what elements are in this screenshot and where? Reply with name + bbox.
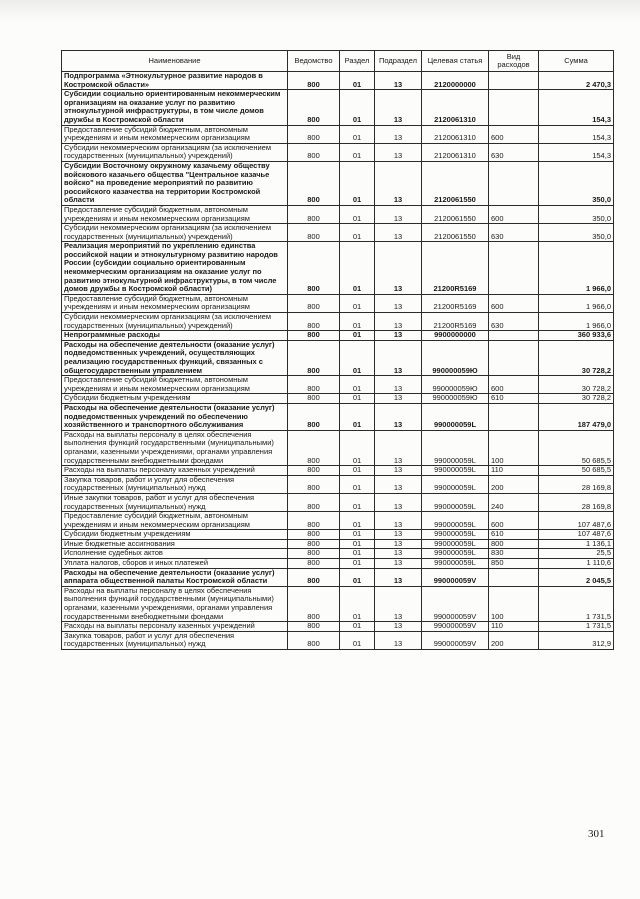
cell-summa: 1 966,0 bbox=[539, 313, 614, 331]
cell-ved: 800 bbox=[288, 376, 340, 394]
cell-ved: 800 bbox=[288, 539, 340, 549]
cell-summa: 312,9 bbox=[539, 631, 614, 649]
cell-name: Предоставление субсидий бюджетным, автономным учреждениям и иным некоммерческим организациям bbox=[62, 376, 288, 394]
cell-podrazdel: 13 bbox=[375, 512, 422, 530]
table-row bbox=[62, 376, 614, 394]
cell-ved: 800 bbox=[288, 622, 340, 632]
table-row bbox=[62, 586, 614, 621]
cell-razdel: 01 bbox=[340, 331, 375, 341]
cell-summa: 50 685,5 bbox=[539, 466, 614, 476]
cell-podrazdel: 13 bbox=[375, 90, 422, 125]
cell-podrazdel: 13 bbox=[375, 394, 422, 404]
cell-podrazdel: 13 bbox=[375, 622, 422, 632]
cell-celevaya: 990000059V bbox=[422, 631, 489, 649]
cell-vid: 830 bbox=[489, 549, 539, 559]
cell-name: Предоставление субсидий бюджетным, автономным учреждениям и иным некоммерческим организациям bbox=[62, 125, 288, 143]
table-row bbox=[62, 568, 614, 586]
cell-name: Иные бюджетные ассигнования bbox=[62, 539, 288, 549]
cell-podrazdel: 13 bbox=[375, 313, 422, 331]
cell-celevaya: 2120061550 bbox=[422, 205, 489, 223]
cell-vid: 850 bbox=[489, 559, 539, 569]
cell-podrazdel: 13 bbox=[375, 493, 422, 511]
cell-name: Подпрограмма «Этнокультурное развитие народов в Костромской области» bbox=[62, 72, 288, 90]
cell-name: Расходы на выплаты персоналу в целях обеспечения выполнения функций государственными (муниципальными) органами, казенными учреждениями, органами управления государственными внебюджетными фондами bbox=[62, 586, 288, 621]
cell-summa: 350,0 bbox=[539, 224, 614, 242]
cell-podrazdel: 13 bbox=[375, 331, 422, 341]
cell-name: Расходы на обеспечение деятельности (оказание услуг) подведомственных учреждений, осуществляющих реализацию государственных функций, связанных с общегосударственным управлением bbox=[62, 340, 288, 375]
cell-celevaya: 990000059L bbox=[422, 475, 489, 493]
cell-vid bbox=[489, 568, 539, 586]
cell-podrazdel: 13 bbox=[375, 72, 422, 90]
cell-vid bbox=[489, 242, 539, 295]
cell-podrazdel: 13 bbox=[375, 549, 422, 559]
table-row bbox=[62, 72, 614, 90]
cell-razdel: 01 bbox=[340, 475, 375, 493]
cell-name: Уплата налогов, сборов и иных платежей bbox=[62, 559, 288, 569]
cell-vid bbox=[489, 161, 539, 205]
table-row bbox=[62, 403, 614, 430]
cell-razdel: 01 bbox=[340, 90, 375, 125]
header-razdel: Раздел bbox=[340, 51, 375, 72]
cell-podrazdel: 13 bbox=[375, 376, 422, 394]
cell-vid: 240 bbox=[489, 493, 539, 511]
cell-summa: 30 728,2 bbox=[539, 394, 614, 404]
cell-name: Иные закупки товаров, работ и услуг для обеспечения государственных (муниципальных) нужд bbox=[62, 493, 288, 511]
cell-ved: 800 bbox=[288, 466, 340, 476]
cell-podrazdel: 13 bbox=[375, 559, 422, 569]
header-celevaya: Целевая статья bbox=[422, 51, 489, 72]
cell-summa: 50 685,5 bbox=[539, 430, 614, 465]
cell-name: Субсидии бюджетным учреждениям bbox=[62, 530, 288, 540]
header-name: Наименование bbox=[62, 51, 288, 72]
cell-summa: 350,0 bbox=[539, 161, 614, 205]
cell-celevaya: 990000059L bbox=[422, 549, 489, 559]
cell-summa: 1 136,1 bbox=[539, 539, 614, 549]
cell-razdel: 01 bbox=[340, 430, 375, 465]
cell-summa: 1 966,0 bbox=[539, 294, 614, 312]
table-row bbox=[62, 143, 614, 161]
cell-podrazdel: 13 bbox=[375, 530, 422, 540]
table-row bbox=[62, 205, 614, 223]
table-row bbox=[62, 530, 614, 540]
cell-razdel: 01 bbox=[340, 586, 375, 621]
cell-name: Закупка товаров, работ и услуг для обеспечения государственных (муниципальных) нужд bbox=[62, 475, 288, 493]
cell-summa: 2 045,5 bbox=[539, 568, 614, 586]
cell-name: Непрограммные расходы bbox=[62, 331, 288, 341]
table-row bbox=[62, 512, 614, 530]
cell-celevaya: 990000059L bbox=[422, 539, 489, 549]
cell-ved: 800 bbox=[288, 530, 340, 540]
header-summa: Сумма bbox=[539, 51, 614, 72]
cell-name: Расходы на обеспечение деятельности (оказание услуг) аппарата общественной палаты Костромской области bbox=[62, 568, 288, 586]
cell-vid: 630 bbox=[489, 143, 539, 161]
cell-vid: 630 bbox=[489, 313, 539, 331]
cell-summa: 360 933,6 bbox=[539, 331, 614, 341]
cell-razdel: 01 bbox=[340, 294, 375, 312]
cell-celevaya: 990000059L bbox=[422, 466, 489, 476]
cell-summa: 187 479,0 bbox=[539, 403, 614, 430]
cell-ved: 800 bbox=[288, 403, 340, 430]
cell-name: Расходы на выплаты персоналу казенных учреждений bbox=[62, 466, 288, 476]
table-row bbox=[62, 493, 614, 511]
cell-podrazdel: 13 bbox=[375, 294, 422, 312]
cell-podrazdel: 13 bbox=[375, 475, 422, 493]
cell-vid: 200 bbox=[489, 631, 539, 649]
cell-podrazdel: 13 bbox=[375, 205, 422, 223]
cell-razdel: 01 bbox=[340, 376, 375, 394]
cell-razdel: 01 bbox=[340, 466, 375, 476]
cell-celevaya: 990000059V bbox=[422, 622, 489, 632]
cell-vid bbox=[489, 331, 539, 341]
cell-summa: 1 731,5 bbox=[539, 586, 614, 621]
cell-summa: 30 728,2 bbox=[539, 376, 614, 394]
cell-vid: 600 bbox=[489, 294, 539, 312]
cell-podrazdel: 13 bbox=[375, 340, 422, 375]
cell-name: Предоставление субсидий бюджетным, автономным учреждениям и иным некоммерческим организациям bbox=[62, 512, 288, 530]
cell-razdel: 01 bbox=[340, 125, 375, 143]
cell-celevaya: 990000059V bbox=[422, 568, 489, 586]
cell-razdel: 01 bbox=[340, 549, 375, 559]
cell-vid bbox=[489, 340, 539, 375]
cell-name: Расходы на выплаты персоналу казенных учреждений bbox=[62, 622, 288, 632]
table-row bbox=[62, 294, 614, 312]
cell-celevaya: 990000059Ю bbox=[422, 376, 489, 394]
cell-ved: 800 bbox=[288, 586, 340, 621]
cell-podrazdel: 13 bbox=[375, 631, 422, 649]
cell-ved: 800 bbox=[288, 475, 340, 493]
cell-podrazdel: 13 bbox=[375, 466, 422, 476]
cell-razdel: 01 bbox=[340, 403, 375, 430]
cell-summa: 154,3 bbox=[539, 125, 614, 143]
cell-celevaya: 990000059L bbox=[422, 430, 489, 465]
cell-ved: 800 bbox=[288, 294, 340, 312]
cell-podrazdel: 13 bbox=[375, 586, 422, 621]
cell-razdel: 01 bbox=[340, 539, 375, 549]
cell-celevaya: 2120000000 bbox=[422, 72, 489, 90]
cell-podrazdel: 13 bbox=[375, 125, 422, 143]
cell-vid: 610 bbox=[489, 394, 539, 404]
cell-razdel: 01 bbox=[340, 143, 375, 161]
cell-ved: 800 bbox=[288, 205, 340, 223]
cell-razdel: 01 bbox=[340, 394, 375, 404]
cell-ved: 800 bbox=[288, 340, 340, 375]
cell-razdel: 01 bbox=[340, 205, 375, 223]
cell-razdel: 01 bbox=[340, 313, 375, 331]
cell-ved: 800 bbox=[288, 394, 340, 404]
cell-ved: 800 bbox=[288, 125, 340, 143]
cell-summa: 28 169,8 bbox=[539, 493, 614, 511]
page-number: 301 bbox=[588, 828, 605, 840]
cell-ved: 800 bbox=[288, 430, 340, 465]
cell-vid: 600 bbox=[489, 205, 539, 223]
cell-podrazdel: 13 bbox=[375, 161, 422, 205]
cell-celevaya: 2120061310 bbox=[422, 125, 489, 143]
cell-summa: 1 731,5 bbox=[539, 622, 614, 632]
cell-ved: 800 bbox=[288, 224, 340, 242]
cell-ved: 800 bbox=[288, 242, 340, 295]
cell-name: Предоставление субсидий бюджетным, автономным учреждениям и иным некоммерческим организациям bbox=[62, 294, 288, 312]
cell-razdel: 01 bbox=[340, 340, 375, 375]
table-row bbox=[62, 394, 614, 404]
cell-ved: 800 bbox=[288, 631, 340, 649]
table-row bbox=[62, 631, 614, 649]
cell-celevaya: 21200R5169 bbox=[422, 294, 489, 312]
cell-razdel: 01 bbox=[340, 512, 375, 530]
table-row bbox=[62, 622, 614, 632]
cell-ved: 800 bbox=[288, 512, 340, 530]
cell-summa: 107 487,6 bbox=[539, 512, 614, 530]
cell-ved: 800 bbox=[288, 90, 340, 125]
table-row bbox=[62, 539, 614, 549]
cell-vid: 110 bbox=[489, 466, 539, 476]
table-row bbox=[62, 331, 614, 341]
cell-razdel: 01 bbox=[340, 161, 375, 205]
cell-name: Расходы на обеспечение деятельности (оказание услуг) подведомственных учреждений по обеспечению хозяйственного и транспортного обслуживания bbox=[62, 403, 288, 430]
table-row bbox=[62, 242, 614, 295]
table-row bbox=[62, 430, 614, 465]
cell-vid: 600 bbox=[489, 125, 539, 143]
cell-name: Исполнение судебных актов bbox=[62, 549, 288, 559]
cell-celevaya: 21200R5169 bbox=[422, 242, 489, 295]
cell-podrazdel: 13 bbox=[375, 539, 422, 549]
cell-ved: 800 bbox=[288, 559, 340, 569]
budget-table-wrapper bbox=[61, 50, 613, 650]
cell-name: Субсидии бюджетным учреждениям bbox=[62, 394, 288, 404]
budget-table bbox=[61, 50, 614, 650]
cell-vid: 100 bbox=[489, 430, 539, 465]
table-row bbox=[62, 475, 614, 493]
cell-celevaya: 21200R5169 bbox=[422, 313, 489, 331]
cell-summa: 154,3 bbox=[539, 143, 614, 161]
cell-celevaya: 9900000000 bbox=[422, 331, 489, 341]
cell-vid: 100 bbox=[489, 586, 539, 621]
cell-celevaya: 990000059L bbox=[422, 530, 489, 540]
cell-podrazdel: 13 bbox=[375, 430, 422, 465]
table-row bbox=[62, 313, 614, 331]
cell-razdel: 01 bbox=[340, 631, 375, 649]
cell-razdel: 01 bbox=[340, 493, 375, 511]
cell-summa: 350,0 bbox=[539, 205, 614, 223]
cell-podrazdel: 13 bbox=[375, 242, 422, 295]
cell-ved: 800 bbox=[288, 568, 340, 586]
cell-celevaya: 990000059L bbox=[422, 493, 489, 511]
cell-celevaya: 990000059V bbox=[422, 586, 489, 621]
table-row bbox=[62, 466, 614, 476]
cell-celevaya: 2120061310 bbox=[422, 143, 489, 161]
cell-summa: 1 966,0 bbox=[539, 242, 614, 295]
cell-razdel: 01 bbox=[340, 72, 375, 90]
header-ved: Ведомство bbox=[288, 51, 340, 72]
header-vid: Вид расходов bbox=[489, 51, 539, 72]
cell-vid: 110 bbox=[489, 622, 539, 632]
cell-name: Субсидии социально ориентированным некоммерческим организациям на оказание услуг по развитию этнокультурной инфраструктуры, в том числе домов дружбы в Костромской области bbox=[62, 90, 288, 125]
cell-name: Субсидии некоммерческим организациям (за исключением государственных (муниципальных) учреждений) bbox=[62, 313, 288, 331]
cell-name: Предоставление субсидий бюджетным, автономным учреждениям и иным некоммерческим организациям bbox=[62, 205, 288, 223]
cell-ved: 800 bbox=[288, 549, 340, 559]
cell-celevaya: 990000059L bbox=[422, 403, 489, 430]
cell-podrazdel: 13 bbox=[375, 568, 422, 586]
cell-vid: 800 bbox=[489, 539, 539, 549]
cell-name: Расходы на выплаты персоналу в целях обеспечения выполнения функций государственными (муниципальными) органами, казенными учреждениями, органами управления государственными внебюджетными фондами bbox=[62, 430, 288, 465]
cell-vid bbox=[489, 72, 539, 90]
cell-razdel: 01 bbox=[340, 568, 375, 586]
cell-celevaya: 2120061310 bbox=[422, 90, 489, 125]
cell-razdel: 01 bbox=[340, 224, 375, 242]
cell-summa: 107 487,6 bbox=[539, 530, 614, 540]
cell-celevaya: 990000059L bbox=[422, 559, 489, 569]
cell-summa: 2 470,3 bbox=[539, 72, 614, 90]
header-podrazdel: Подраздел bbox=[375, 51, 422, 72]
cell-vid: 600 bbox=[489, 376, 539, 394]
cell-name: Субсидии Восточному окружному казачьему обществу войскового казачьего общества "Центральное казачье войско" на проведение мероприятий по развитию российского казачества на территории Костромской области bbox=[62, 161, 288, 205]
table-row bbox=[62, 90, 614, 125]
table-body bbox=[62, 72, 614, 650]
cell-celevaya: 990000059Ю bbox=[422, 340, 489, 375]
table-row bbox=[62, 340, 614, 375]
cell-ved: 800 bbox=[288, 331, 340, 341]
cell-ved: 800 bbox=[288, 313, 340, 331]
cell-name: Реализация мероприятий по укреплению единства российской нации и этнокультурному развитию народов России (субсидии социально ориентированным некоммерческим организациям на оказание услуг по развитию этнокультурной инфраструктуры, в том числе домов дружбы в Костромской области) bbox=[62, 242, 288, 295]
cell-summa: 25,5 bbox=[539, 549, 614, 559]
cell-ved: 800 bbox=[288, 72, 340, 90]
cell-vid: 200 bbox=[489, 475, 539, 493]
cell-celevaya: 990000059L bbox=[422, 512, 489, 530]
table-header-row bbox=[62, 51, 614, 72]
cell-razdel: 01 bbox=[340, 559, 375, 569]
cell-podrazdel: 13 bbox=[375, 143, 422, 161]
cell-celevaya: 2120061550 bbox=[422, 224, 489, 242]
cell-ved: 800 bbox=[288, 143, 340, 161]
cell-name: Субсидии некоммерческим организациям (за исключением государственных (муниципальных) учреждений) bbox=[62, 224, 288, 242]
cell-razdel: 01 bbox=[340, 242, 375, 295]
cell-vid: 630 bbox=[489, 224, 539, 242]
cell-razdel: 01 bbox=[340, 530, 375, 540]
cell-vid: 610 bbox=[489, 530, 539, 540]
table-row bbox=[62, 224, 614, 242]
cell-podrazdel: 13 bbox=[375, 224, 422, 242]
cell-summa: 1 110,6 bbox=[539, 559, 614, 569]
cell-celevaya: 990000059Ю bbox=[422, 394, 489, 404]
cell-vid bbox=[489, 403, 539, 430]
table-row bbox=[62, 559, 614, 569]
cell-razdel: 01 bbox=[340, 622, 375, 632]
scan-header-strip bbox=[0, 0, 640, 22]
cell-vid bbox=[489, 90, 539, 125]
cell-summa: 30 728,2 bbox=[539, 340, 614, 375]
cell-name: Закупка товаров, работ и услуг для обеспечения государственных (муниципальных) нужд bbox=[62, 631, 288, 649]
cell-vid: 600 bbox=[489, 512, 539, 530]
table-row bbox=[62, 549, 614, 559]
cell-celevaya: 2120061550 bbox=[422, 161, 489, 205]
cell-name: Субсидии некоммерческим организациям (за исключением государственных (муниципальных) учреждений) bbox=[62, 143, 288, 161]
table-row bbox=[62, 161, 614, 205]
cell-summa: 28 169,8 bbox=[539, 475, 614, 493]
cell-summa: 154,3 bbox=[539, 90, 614, 125]
cell-ved: 800 bbox=[288, 161, 340, 205]
cell-podrazdel: 13 bbox=[375, 403, 422, 430]
cell-ved: 800 bbox=[288, 493, 340, 511]
table-row bbox=[62, 125, 614, 143]
